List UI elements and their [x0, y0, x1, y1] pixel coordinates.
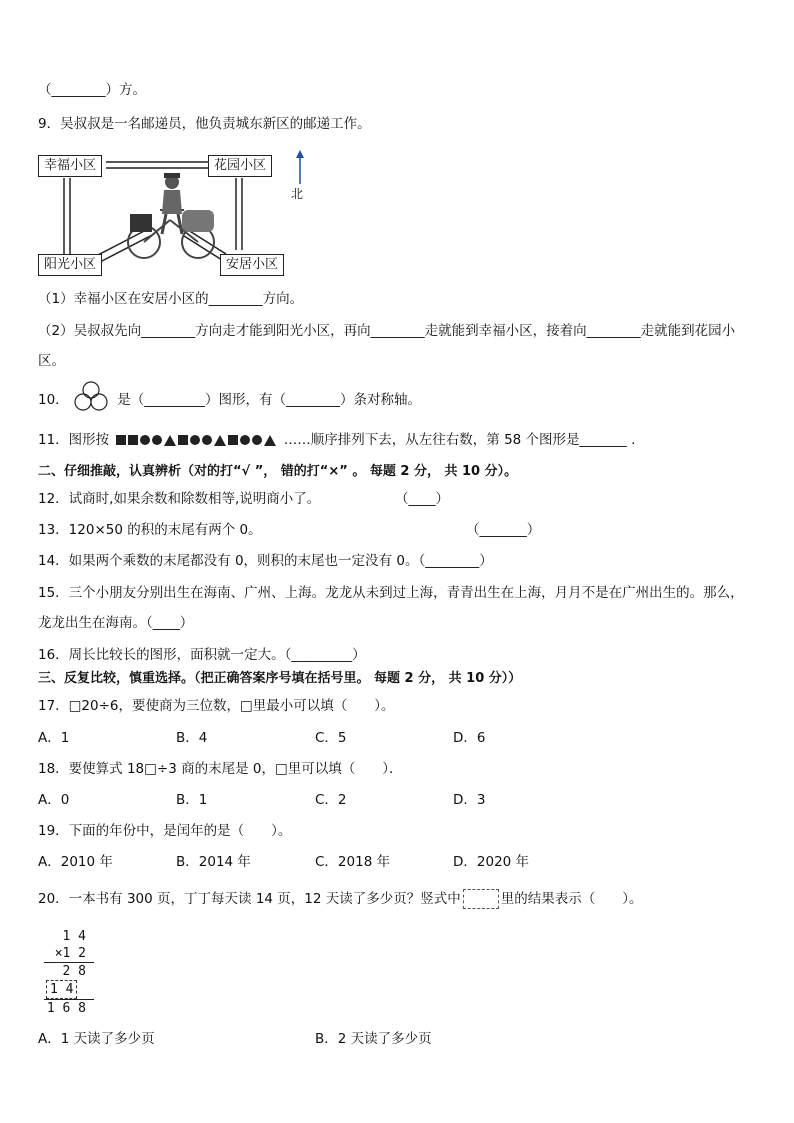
- square-icon: [128, 435, 138, 445]
- q18-option-c[interactable]: C．2: [315, 792, 347, 808]
- q12-text: 12．试商时,如果余数和除数相等,说明商小了。: [38, 491, 321, 507]
- vertical-row-4: [44, 980, 94, 1000]
- q20-stem-b: 里的结果表示（ ）。: [500, 891, 643, 907]
- north-arrow-icon: [294, 150, 306, 186]
- q19-option-b[interactable]: B．2014 年: [176, 854, 251, 870]
- q15-line2: 龙龙出生在海南。（____）: [38, 615, 194, 631]
- q9-sub2-line2: 区。: [38, 353, 65, 369]
- q17-option-b[interactable]: B．4: [176, 730, 208, 746]
- circle-icon: [140, 435, 150, 445]
- q20-vertical-multiplication: [44, 928, 94, 1017]
- q17-option-a[interactable]: A．1: [38, 730, 70, 746]
- q11-suffix: ……顺序排列下去，从左往右数，第 58 个图形是_______ .: [283, 432, 636, 448]
- q20-stem-a: 20．一本书有 300 页，丁丁每天读 14 页，12 天读了多少页？竖式中: [38, 891, 461, 907]
- q9-map: [38, 150, 308, 282]
- circle-icon: [252, 435, 262, 445]
- q10-number: 10．: [38, 392, 69, 408]
- dashed-box-icon: [463, 889, 499, 909]
- vertical-row-3: 2 8: [62, 964, 86, 979]
- triangle-icon: [164, 435, 176, 446]
- q9-stem: 9．吴叔叔是一名邮递员，他负责城东新区的邮递工作。: [38, 116, 371, 132]
- map-label-yangguang: 阳光小区: [38, 254, 102, 276]
- triangle-icon: [264, 435, 276, 446]
- q18-option-d[interactable]: D．3: [453, 792, 486, 808]
- triangle-icon: [214, 435, 226, 446]
- q10: [38, 389, 421, 411]
- q12-answer[interactable]: （____）: [395, 491, 449, 507]
- section-2-heading: 二、仔细推敲，认真辨析（对的打“√ ”， 错的打“×” 。 每题 2 分， 共 10 分）。: [38, 464, 518, 479]
- q18-option-b[interactable]: B．1: [176, 792, 208, 808]
- q18-option-a[interactable]: A．0: [38, 792, 70, 808]
- q19-option-c[interactable]: C．2018 年: [315, 854, 391, 870]
- square-icon: [228, 435, 238, 445]
- q17-stem: 17．□20÷6，要使商为三位数，□里最小可以填（ ）。: [38, 698, 395, 714]
- q11-prefix: 11．图形按: [38, 432, 110, 448]
- circle-icon: [190, 435, 200, 445]
- q17-option-c[interactable]: C．5: [315, 730, 347, 746]
- postman-on-bicycle-illustration: [120, 170, 220, 270]
- map-label-xingfu: 幸福小区: [38, 155, 102, 177]
- q13-answer[interactable]: （_______）: [466, 522, 541, 538]
- q19-stem: 19．下面的年份中，是闰年的是（ ）。: [38, 823, 292, 839]
- q9-sub1: （1）幸福小区在安居小区的________方向。: [38, 291, 304, 307]
- shape-sequence: [115, 432, 281, 448]
- q13-text: 13．120×50 的积的末尾有两个 0。: [38, 522, 262, 538]
- map-label-anju: 安居小区: [220, 254, 284, 276]
- vertical-row-1: 1 4: [62, 929, 86, 944]
- q9-sub2-line1: （2）吴叔叔先向________方向走才能到阳光小区，再向________走就能到幸福小区，接着向________走就能到花园小: [38, 323, 736, 339]
- q11: [38, 431, 635, 449]
- q18-stem: 18．要使算式 18□÷3 商的末尾是 0，□里可以填（ ）．: [38, 761, 403, 777]
- q8-tail: （________）方。: [38, 82, 146, 98]
- map-label-huayuan: 花园小区: [208, 155, 272, 177]
- q15-line1: 15．三个小朋友分别出生在海南、广州、上海。龙龙从未到过上海，青青出生在上海，月月不是在广州出生的。那么，: [38, 585, 744, 601]
- q14: 14．如果两个乘数的末尾都没有 0，则积的末尾也一定没有 0。（________）: [38, 553, 493, 569]
- section-3-heading: 三、反复比较，慎重选择。（把正确答案序号填在括号里。 每题 2 分， 共 10 分））: [38, 671, 522, 686]
- dashed-result-box: 1 4: [46, 980, 77, 999]
- q20-option-b[interactable]: B．2 天读了多少页: [315, 1031, 432, 1047]
- three-circles-figure: [73, 381, 109, 411]
- q10-text: 是（_________）图形，有（________）条对称轴。: [117, 392, 422, 408]
- north-label: 北: [291, 187, 304, 201]
- vertical-row-5: 1 6 8: [46, 1001, 86, 1016]
- q20-stem: [38, 889, 643, 909]
- square-icon: [178, 435, 188, 445]
- q12: [38, 490, 320, 508]
- circle-icon: [152, 435, 162, 445]
- q17-option-d[interactable]: D．6: [453, 730, 486, 746]
- square-icon: [116, 435, 126, 445]
- q19-option-a[interactable]: A．2010 年: [38, 854, 113, 870]
- q13: [38, 521, 262, 539]
- circle-icon: [202, 435, 212, 445]
- vertical-row-2: ×1 2: [44, 945, 94, 963]
- q20-option-a[interactable]: A．1 天读了多少页: [38, 1031, 155, 1047]
- circle-icon: [240, 435, 250, 445]
- q19-option-d[interactable]: D．2020 年: [453, 854, 530, 870]
- q16: 16．周长比较长的图形，面积就一定大。（_________）: [38, 647, 366, 663]
